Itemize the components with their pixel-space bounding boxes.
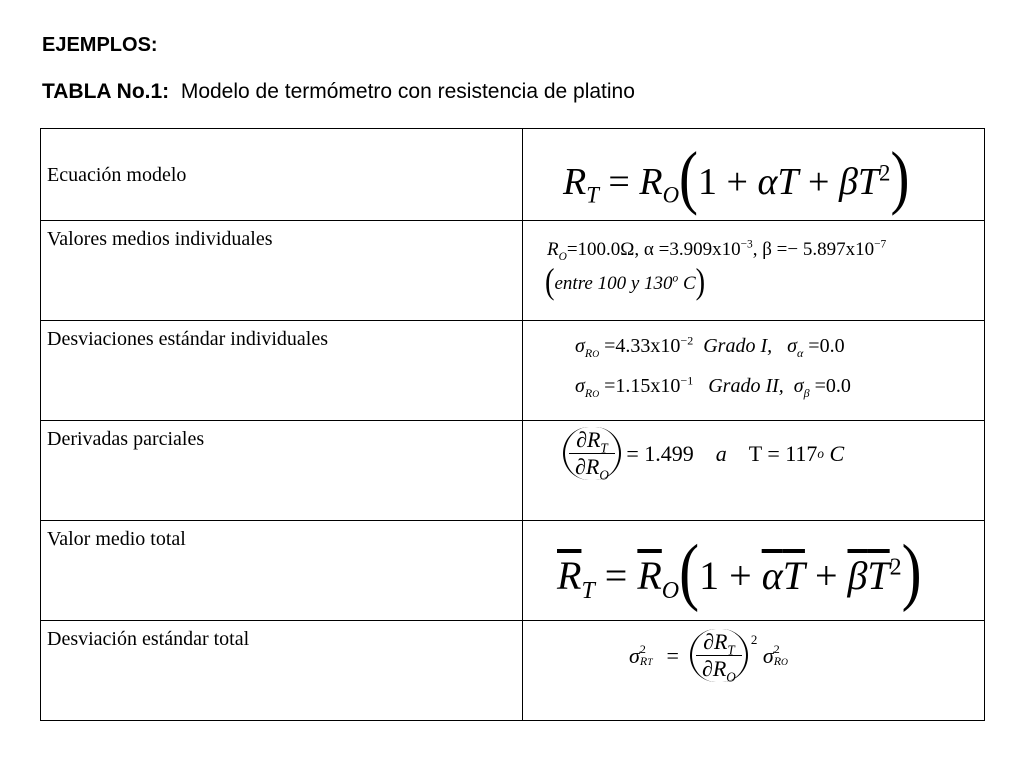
model-equation: $R_T = R_O(1 + \alpha T + \beta T^2)$ — [563, 138, 910, 217]
total-std-deviation-cell — [523, 621, 985, 721]
mean-values-line-2: (entre 100 y 130$^o$ C) — [545, 263, 706, 302]
table-row — [41, 321, 985, 421]
total-mean-cell — [523, 521, 985, 621]
mean-values-cell — [523, 221, 985, 321]
row-label: Desviaciones estándar individuales — [41, 321, 523, 421]
partial-derivative: $\frac{\partial R_T}{\partial R_O}$ = 1.499 a T = 117 o C — [563, 427, 844, 480]
table-caption-text: Modelo de termómetro con resistencia de platino — [180, 80, 635, 103]
total-std-deviation-equation: σ 2 RT = $\frac{\partial R_T}{\partial R_O}$ 2 σ 2 RO — [629, 629, 788, 685]
table-row — [41, 421, 985, 521]
heading: EJEMPLOS: — [42, 34, 158, 56]
table-caption — [42, 80, 635, 104]
mean-values-line-1: $R_O=100.0\Omega$, $\alpha =3.909x10^{-3}$, $\beta =- 5.897x10^{-7}$ — [547, 238, 887, 263]
table-caption-label: TABLA No.1: — [42, 80, 170, 103]
table-row — [41, 129, 985, 221]
std-deviation-line-1: $\sigma_{RO} =4.33x10^{-2}$ Grado I, $\sigma_\alpha =0.0$ — [575, 333, 845, 360]
std-deviation-line-2: $\sigma_{RO} =1.15x10^{-1}$ Grado II, $\sigma_\beta =0.0$ — [575, 373, 851, 400]
row-label: Valores medios individuales — [41, 221, 523, 321]
table-row — [41, 621, 985, 721]
model-equation-cell — [523, 129, 985, 221]
table-row — [41, 521, 985, 621]
row-label: Valor medio total — [41, 521, 523, 621]
table-row — [41, 221, 985, 321]
std-deviations-cell — [523, 321, 985, 421]
resistance-thermometer-table — [40, 128, 985, 721]
row-label: Derivadas parciales — [41, 421, 523, 521]
row-label: Ecuación modelo — [41, 129, 523, 221]
partial-derivative-cell — [523, 421, 985, 521]
total-mean-equation: $\overline{R}_T = \overline{R}_O(1 + \overline{\alpha}\overline{T} + \overline{\beta}\overline{T}^2)$ — [557, 529, 922, 613]
row-label: Desviación estándar total — [41, 621, 523, 721]
